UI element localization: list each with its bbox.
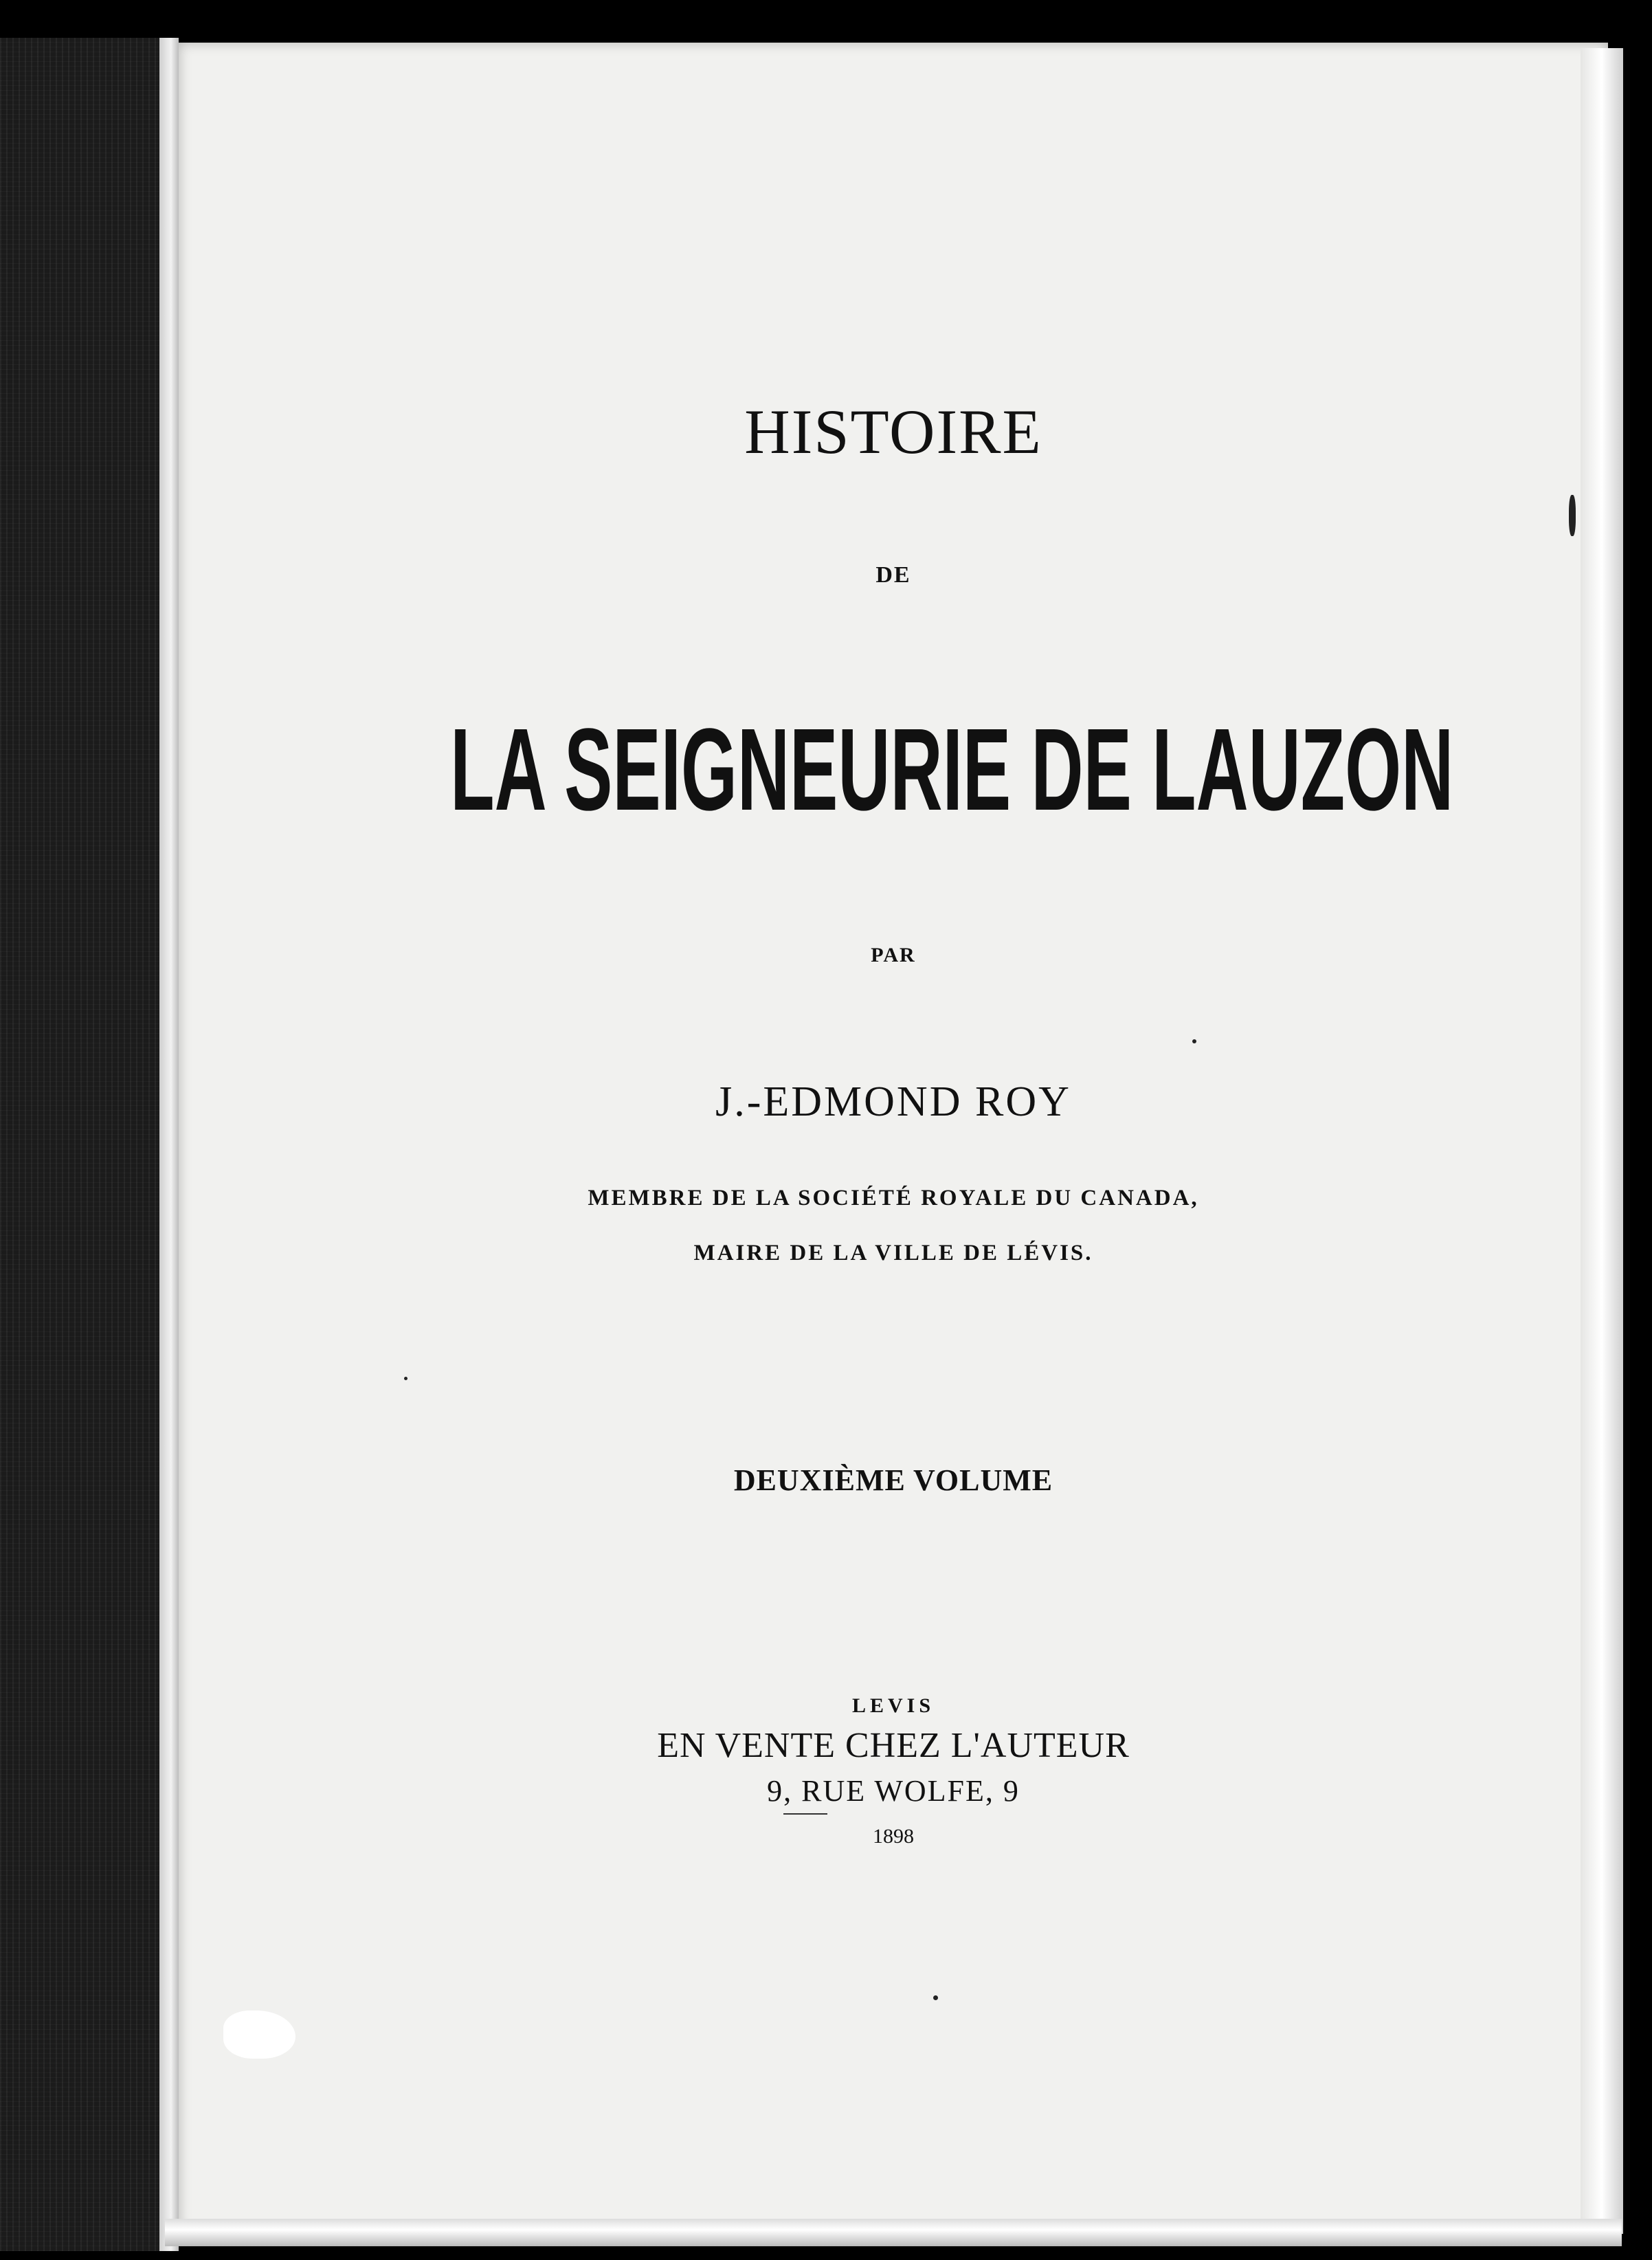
imprint-year: 1898: [873, 1825, 914, 1848]
author-affiliation-1: MEMBRE DE LA SOCIÉTÉ ROYALE DU CANADA,: [588, 1186, 1199, 1210]
by-label: PAR: [871, 944, 916, 966]
ink-speck: [1569, 495, 1576, 536]
ink-speck: [1192, 1039, 1196, 1043]
page-bottom-edge: [165, 2219, 1622, 2246]
title-line-2: DE: [875, 562, 911, 588]
page-right-edge: [1581, 48, 1623, 2234]
book-spine: [0, 38, 177, 2251]
imprint-rule: [783, 1813, 827, 1815]
imprint-place: LEVIS: [851, 1694, 935, 1717]
author-affiliation-2: MAIRE DE LA VILLE DE LÉVIS.: [693, 1241, 1093, 1265]
spine-edge: [159, 38, 179, 2251]
imprint-address: 9, RUE WOLFE, 9: [767, 1774, 1020, 1808]
title-line-1: HISTOIRE: [744, 397, 1042, 467]
page-sheet: [179, 43, 1608, 2242]
volume-label: DEUXIÈME VOLUME: [733, 1463, 1053, 1497]
ink-speck: [933, 1995, 938, 2000]
author-name: J.-EDMOND ROY: [715, 1078, 1071, 1125]
ink-speck: [404, 1377, 408, 1380]
imprint-publisher: EN VENTE CHEZ L'AUTEUR: [657, 1726, 1130, 1765]
title-line-3: LA SEIGNEURIE DE LAUZON: [450, 705, 1454, 835]
